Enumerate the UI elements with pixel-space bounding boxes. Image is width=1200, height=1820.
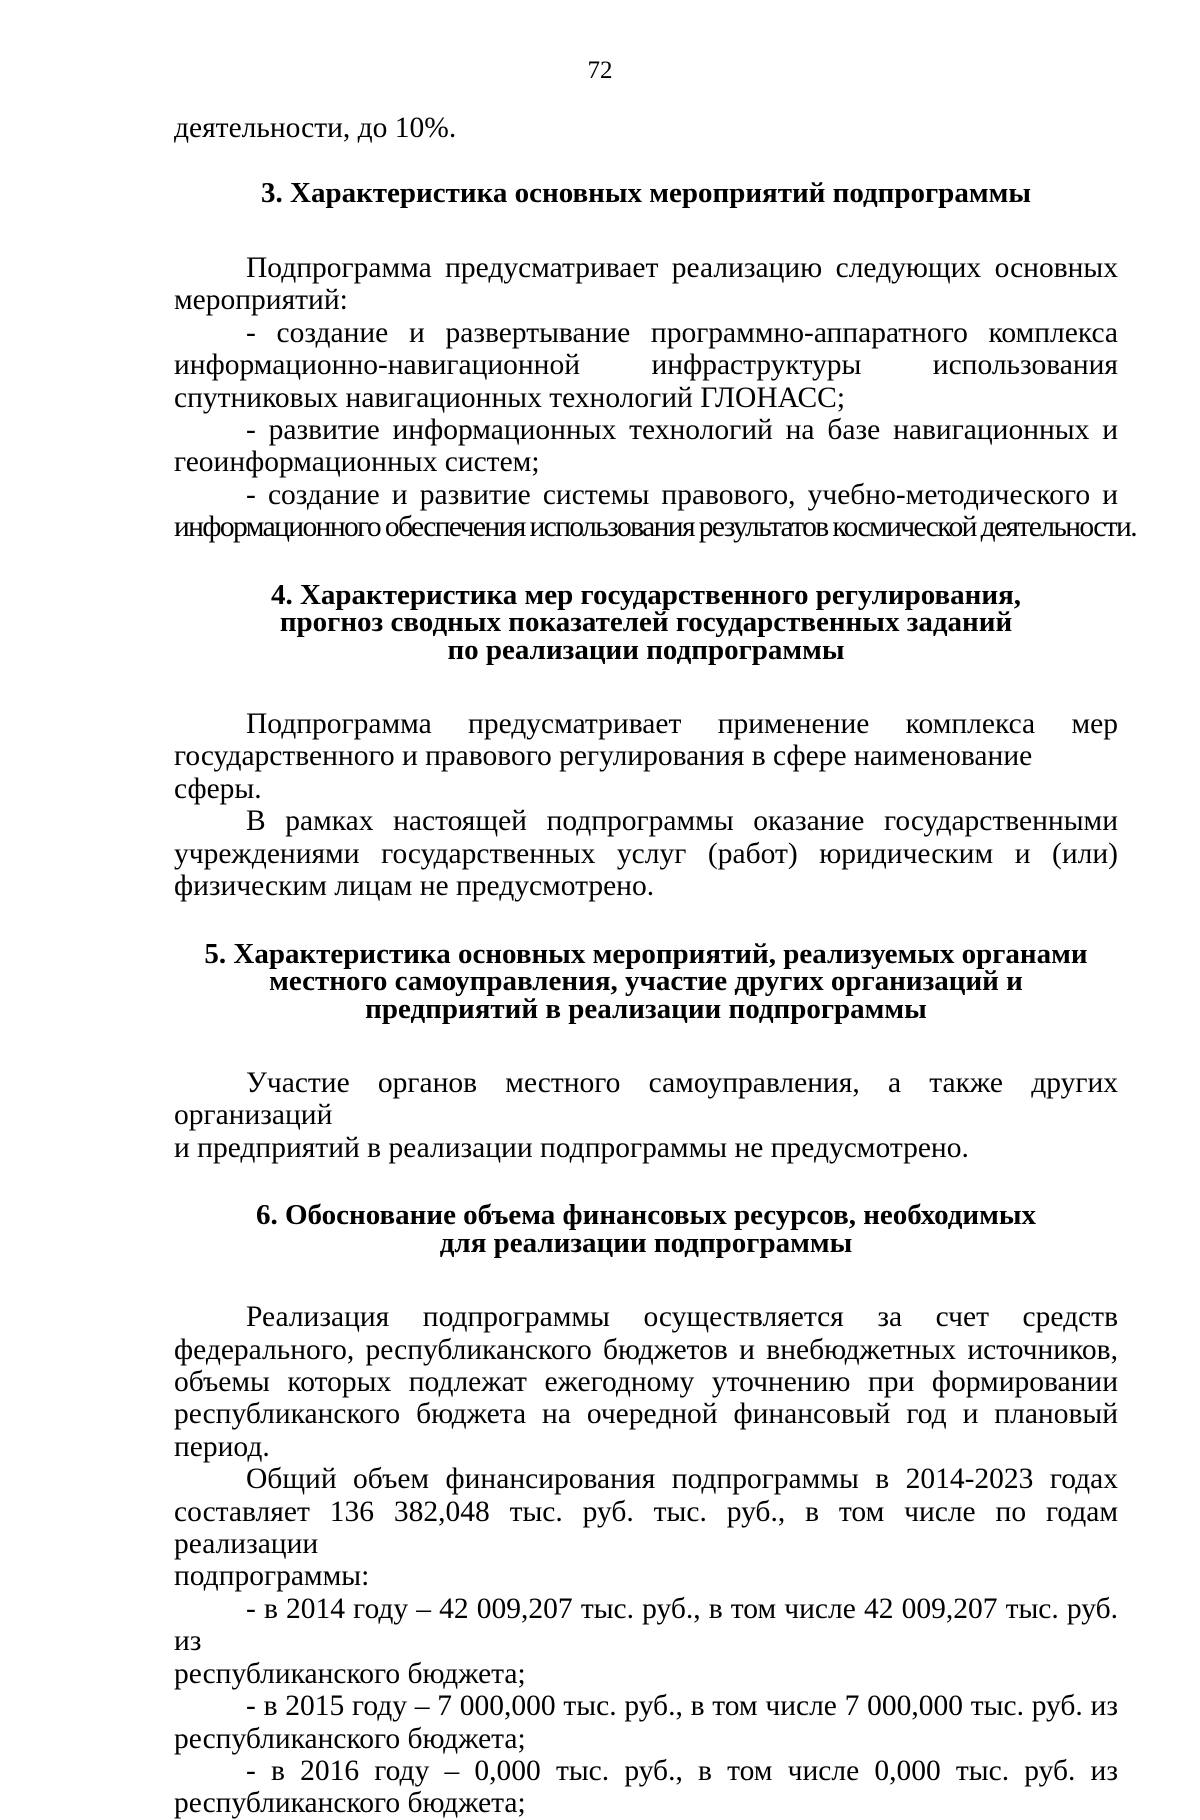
intro-line: деятельности, до 10%.	[174, 112, 457, 144]
section-6-para-1-line-1: Реализация подпрограммы осуществляется за счет средств	[246, 1301, 1118, 1334]
section-3-item-2-line-2: геоинформационных систем;	[174, 446, 540, 479]
section-3-heading	[174, 177, 1118, 210]
section-6-heading-line-2: для реализации подпрограммы	[439, 1226, 853, 1259]
section-6-body	[174, 1301, 1118, 1820]
section-3-item-2-line-1: - развитие информационных технологий на базе навигационных и	[246, 413, 1118, 446]
section-5-heading	[174, 937, 1118, 1025]
section-6-para-2-line-1: Общий объем финансирования подпрограммы в 2014-2023 годах	[246, 1463, 1118, 1496]
section-6-para-1-line-4: республиканского бюджета на очередной финансовый год и плановый период.	[174, 1398, 1118, 1463]
section-6-year-2015-line-1: - в 2015 году – 7 000,000 тыс. руб., в том числе 7 000,000 тыс. руб. из	[246, 1690, 1118, 1723]
section-6-year-2016-line-2: республиканского бюджета;	[174, 1787, 526, 1820]
section-5-heading-line-1: 5. Характеристика основных мероприятий, реализуемых органами	[204, 937, 1088, 970]
section-3-item-3-line-2: информационного обеспечения использования результатов космической деятельности.	[174, 511, 1137, 544]
section-6-year-2016-line-1: - в 2016 году – 0,000 тыс. руб., в том числе 0,000 тыс. руб. из	[246, 1754, 1118, 1787]
section-6-year-2015-line-2: республиканского бюджета;	[174, 1722, 526, 1755]
section-3-item-3-line-1: - создание и развитие системы правового, учебно-методического и	[246, 478, 1118, 511]
section-3-item-1-line-1: - создание и развертывание программно-аппаратного комплекса	[246, 316, 1118, 349]
section-5-para-1-line-2: и предприятий в реализации подпрограммы не предусмотрено.	[174, 1131, 969, 1164]
section-3-heading-line: 3. Характеристика основных мероприятий подпрограммы	[261, 177, 1031, 210]
section-3-item-1-line-2: информационно-навигационной инфраструктуры использования	[174, 349, 1118, 382]
section-5-body	[174, 1067, 1118, 1164]
section-4-para-1-line-2: государственного и правового регулирования в сфере наименование сферы.	[174, 740, 1033, 805]
section-3-para-1-line-2: мероприятий:	[174, 284, 348, 317]
section-6-para-1-line-2: федерального, республиканского бюджетов и внебюджетных источников,	[174, 1333, 1118, 1366]
section-5-heading-line-2: местного самоуправления, участие других организаций и	[269, 965, 1023, 997]
page-content	[174, 112, 1137, 1820]
section-5-para-1-line-1: Участие органов местного самоуправления, а также других организаций	[174, 1067, 1118, 1132]
section-4-para-1-line-1: Подпрограмма предусматривает применение комплекса мер	[246, 708, 1118, 741]
section-4-para-2-line-1: В рамках настоящей подпрограммы оказание государственными	[246, 805, 1118, 838]
section-3-para-1-line-1: Подпрограмма предусматривает реализацию следующих основных	[246, 251, 1118, 284]
section-4-heading	[174, 578, 1118, 666]
section-4-para-2-line-2: учреждениями государственных услуг (работ) юридическим и (или)	[174, 837, 1118, 870]
section-6-heading-line-1: 6. Обоснование объема финансовых ресурсов, необходимых	[255, 1199, 1037, 1232]
section-4-heading-line-2: прогноз сводных показателей государственных заданий	[279, 606, 1013, 639]
section-4-heading-line-3: по реализации подпрограммы	[447, 633, 845, 666]
section-3-item-1-line-3: спутниковых навигационных технологий ГЛОНАСС;	[174, 381, 846, 414]
section-4-heading-line-1: 4. Характеристика мер государственного регулирования,	[270, 578, 1022, 611]
section-3-body	[174, 251, 1137, 544]
section-6-para-2-line-2: составляет 136 382,048 тыс. руб. тыс. руб., в том числе по годам реализации	[174, 1495, 1118, 1561]
section-5-heading-line-3: предприятий в реализации подпрограммы	[365, 992, 927, 1025]
section-6-para-1-line-3: объемы которых подлежат ежегодному уточнению при формировании	[174, 1366, 1118, 1399]
section-6-year-2014-line-1: - в 2014 году – 42 009,207 тыс. руб., в том числе 42 009,207 тыс. руб. из	[174, 1592, 1118, 1658]
section-6-year-2014-line-2: республиканского бюджета;	[174, 1657, 526, 1690]
section-4-para-2-line-3: физическим лицам не предусмотрено.	[174, 870, 655, 903]
section-6-para-2-line-3: подпрограммы:	[174, 1560, 370, 1593]
section-6-heading	[174, 1199, 1118, 1259]
section-4-body	[174, 708, 1118, 902]
page-number: 72	[587, 57, 613, 84]
